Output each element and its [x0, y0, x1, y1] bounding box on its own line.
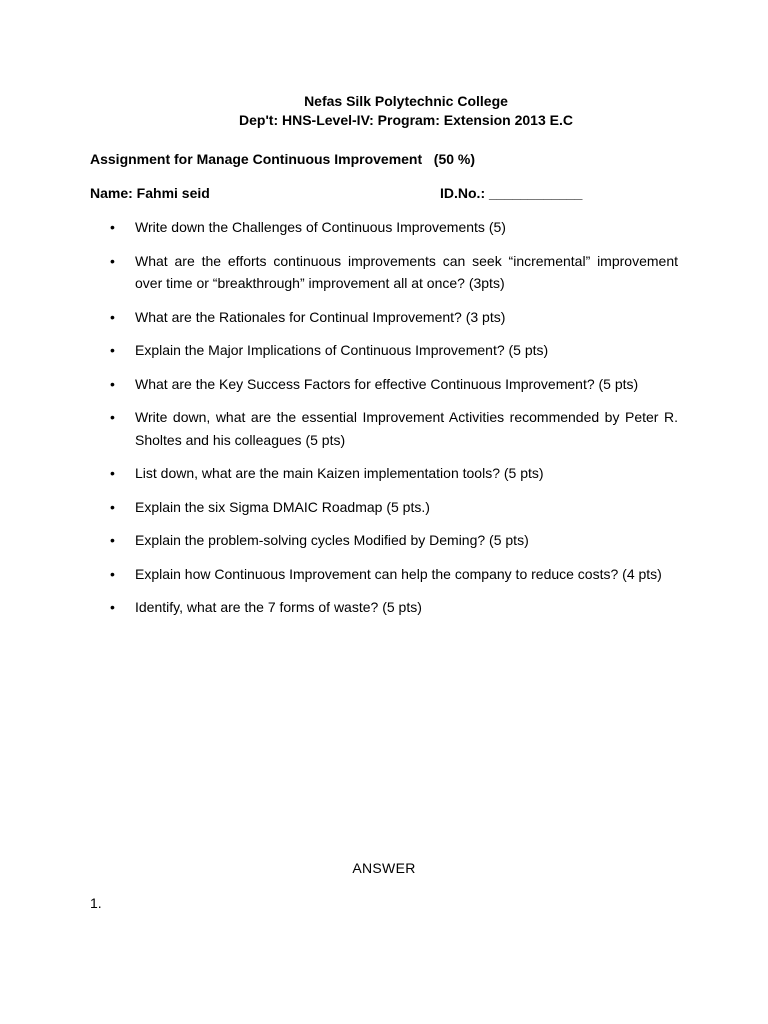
question-list [108, 216, 678, 630]
list-item [108, 563, 678, 586]
question-text: List down, what are the main Kaizen implementation tools? (5 pts) [135, 465, 544, 481]
bullet-icon: • [110, 532, 115, 548]
list-item [108, 529, 678, 552]
list-item [108, 406, 678, 451]
question-text: Explain the six Sigma DMAIC Roadmap (5 pts.) [135, 498, 430, 515]
list-item [108, 373, 678, 396]
bullet-icon: • [110, 252, 115, 269]
bullet-icon: • [110, 342, 115, 358]
college-name: Nefas Silk Polytechnic College [304, 93, 508, 109]
question-text: Explain the problem-solving cycles Modified by Deming? (5 pts) [135, 532, 529, 548]
answer-number: 1. [90, 895, 102, 911]
bullet-icon: • [110, 599, 115, 615]
bullet-icon: • [110, 219, 115, 235]
bullet-icon: • [110, 498, 115, 515]
question-text: Explain how Continuous Improvement can help the company to reduce costs? (4 pts) [135, 565, 662, 582]
question-text: Write down the Challenges of Continuous Improvements (5) [135, 219, 506, 235]
list-item [108, 596, 678, 619]
question-text: What are the efforts continuous improvements can seek “incremental” improvement over time or “breakthrough” improvement all at once? (3pts) [135, 252, 678, 291]
question-text: What are the Key Success Factors for effective Continuous Improvement? (5 pts) [135, 375, 639, 392]
list-item [108, 339, 678, 362]
list-item [108, 306, 678, 329]
bullet-icon: • [110, 409, 115, 425]
answer-heading: ANSWER [352, 860, 416, 876]
bullet-icon: • [110, 465, 115, 481]
assignment-title: Assignment for Manage Continuous Improvement (50 %) [90, 151, 476, 167]
question-text: Explain the Major Implications of Continuous Improvement? (5 pts) [135, 342, 549, 358]
question-text: What are the Rationales for Continual Improvement? (3 pts) [135, 308, 506, 325]
list-item [108, 250, 678, 295]
bullet-icon: • [110, 375, 115, 392]
student-id-field: ID.No.: ____________ [440, 185, 583, 201]
list-item [108, 496, 678, 519]
bullet-icon: • [110, 565, 115, 582]
question-text: Write down, what are the essential Improvement Activities recommended by Peter R. Sholtes and his colleagues (5 pts) [135, 409, 678, 448]
department-program: Dep't: HNS-Level-IV: Program: Extension 2013 E.C [239, 112, 573, 128]
student-name: Name: Fahmi seid [90, 185, 210, 201]
question-text: Identify, what are the 7 forms of waste? (5 pts) [135, 599, 422, 615]
bullet-icon: • [110, 308, 115, 325]
list-item [108, 462, 678, 485]
list-item [108, 216, 678, 239]
